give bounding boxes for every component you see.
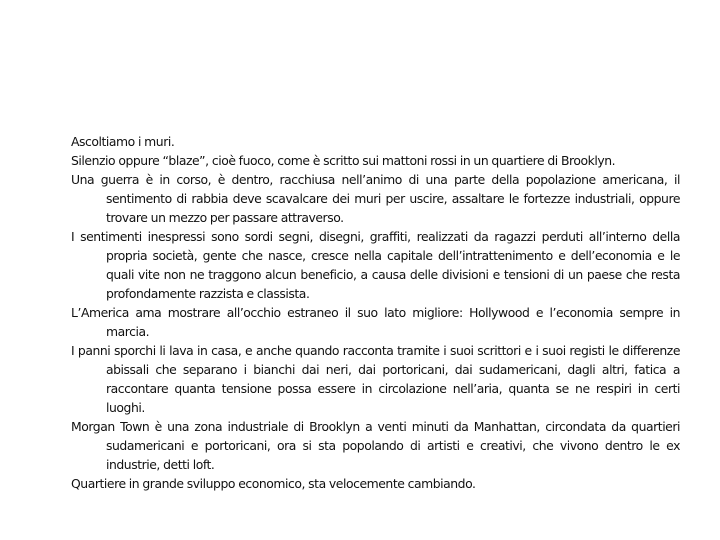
paragraph-8: Quartiere in grande sviluppo economico, sta velocemente cambiando. — [71, 476, 476, 491]
paragraph-6: I panni sporchi li lava in casa, e anche quando racconta tramite i suoi scrittori e i suoi registi le differenze abissali che separano i bianchi dai neri, dai portoricani, dai sudamericani, dagli altri, fatica a raccontare quanta tensione possa essere in circolazione nell’aria, quanta se ne respiri in certi luoghi. — [71, 343, 680, 415]
paragraph-7: Morgan Town è una zona industriale di Brooklyn a venti minuti da Manhattan, circondata da quartieri sudamericani e portoricani, ora si sta popolando di artisti e creativi, che vivono dentro le ex industrie, detti loft. — [71, 419, 680, 472]
paragraph-3: Una guerra è in corso, è dentro, racchiusa nell’animo di una parte della popolazione americana, il sentimento di rabbia deve scavalcare dei muri per uscire, assaltare le fortezze industriali, oppure trovare un mezzo per passare attraverso. — [71, 172, 680, 225]
paragraph-1: Ascoltiamo i muri. — [71, 134, 175, 149]
paragraph-4: I sentimenti inespressi sono sordi segni, disegni, graffiti, realizzati da ragazzi perduti all’interno della propria società, gente che nasce, cresce nella capitale dell’intrattenimento e dell’economia e le quali vite non ne traggono alcun beneficio, a causa delle divisioni e tensioni di un paese che resta profondamente razzista e classista. — [71, 229, 680, 301]
paragraph-2: Silenzio oppure “blaze”, cioè fuoco, come è scritto sui mattoni rossi in un quartiere di Brooklyn. — [71, 153, 616, 168]
text-body — [71, 132, 680, 493]
paragraph-5: L’America ama mostrare all’occhio estraneo il suo lato migliore: Hollywood e l’economia sempre in marcia. — [71, 305, 680, 339]
